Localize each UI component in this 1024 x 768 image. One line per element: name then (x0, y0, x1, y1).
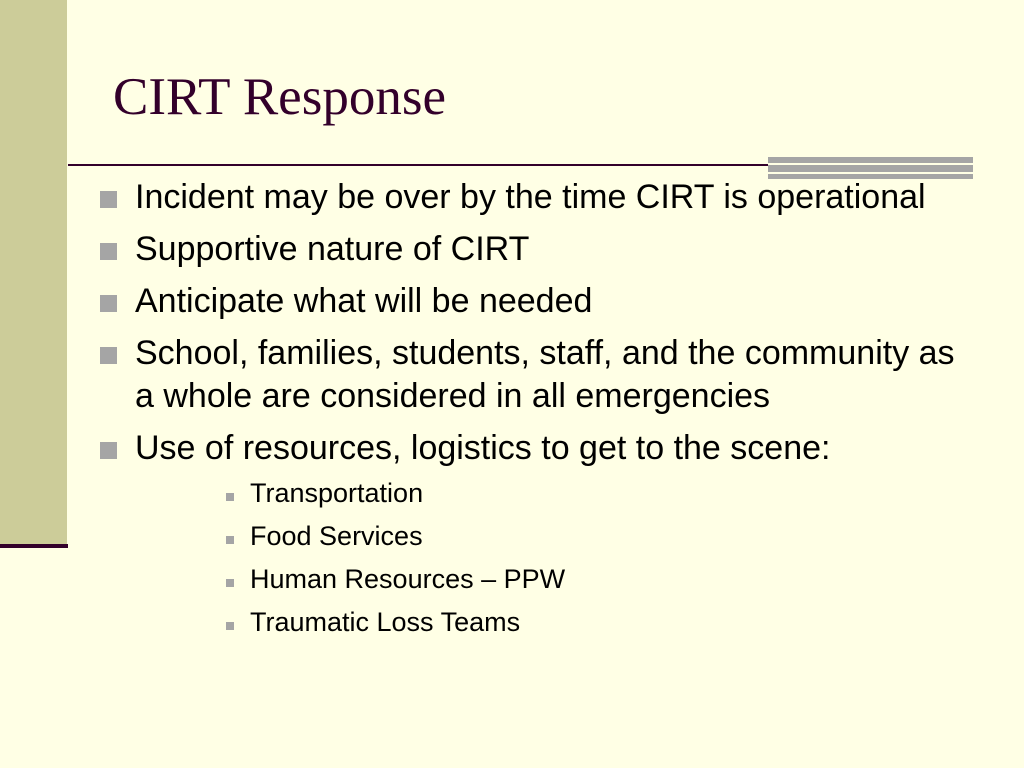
sub-bullet-text: Food Services (250, 521, 423, 551)
sub-bullet-item (225, 601, 980, 644)
sub-bullet-list (135, 472, 980, 644)
square-bullet-icon (100, 295, 117, 312)
sub-bullet-item (225, 558, 980, 601)
bullet-text: School, families, students, staff, and the community as a whole are considered in all emergencies (135, 334, 955, 415)
bullet-text: Supportive nature of CIRT (135, 230, 530, 268)
small-square-bullet-icon (226, 536, 234, 544)
sub-bullet-item (225, 472, 980, 515)
title-divider (68, 164, 768, 166)
small-square-bullet-icon (226, 622, 234, 630)
sub-bullet-text: Traumatic Loss Teams (250, 607, 521, 637)
sub-bullet-item (225, 515, 980, 558)
small-square-bullet-icon (226, 493, 234, 501)
slide-title: CIRT Response (113, 68, 446, 126)
bullet-text: Incident may be over by the time CIRT is operational (135, 178, 926, 216)
square-bullet-icon (100, 243, 117, 260)
sub-bullet-text: Human Resources – PPW (250, 564, 566, 594)
bullet-list (100, 176, 980, 653)
bullet-item-resources (100, 427, 980, 644)
bullet-item-supportive (100, 228, 980, 271)
bullet-text: Use of resources, logistics to get to the scene: (135, 429, 831, 467)
bullet-text: Anticipate what will be needed (135, 282, 593, 320)
bullet-item-incident (100, 176, 980, 219)
sidebar-rule (0, 544, 68, 548)
bullet-item-anticipate (100, 280, 980, 323)
sub-bullet-text: Transportation (250, 478, 424, 508)
square-bullet-icon (100, 442, 117, 459)
bullet-item-stakeholders (100, 332, 980, 418)
small-square-bullet-icon (226, 579, 234, 587)
square-bullet-icon (100, 191, 117, 208)
sidebar-accent (0, 0, 67, 545)
square-bullet-icon (100, 347, 117, 364)
